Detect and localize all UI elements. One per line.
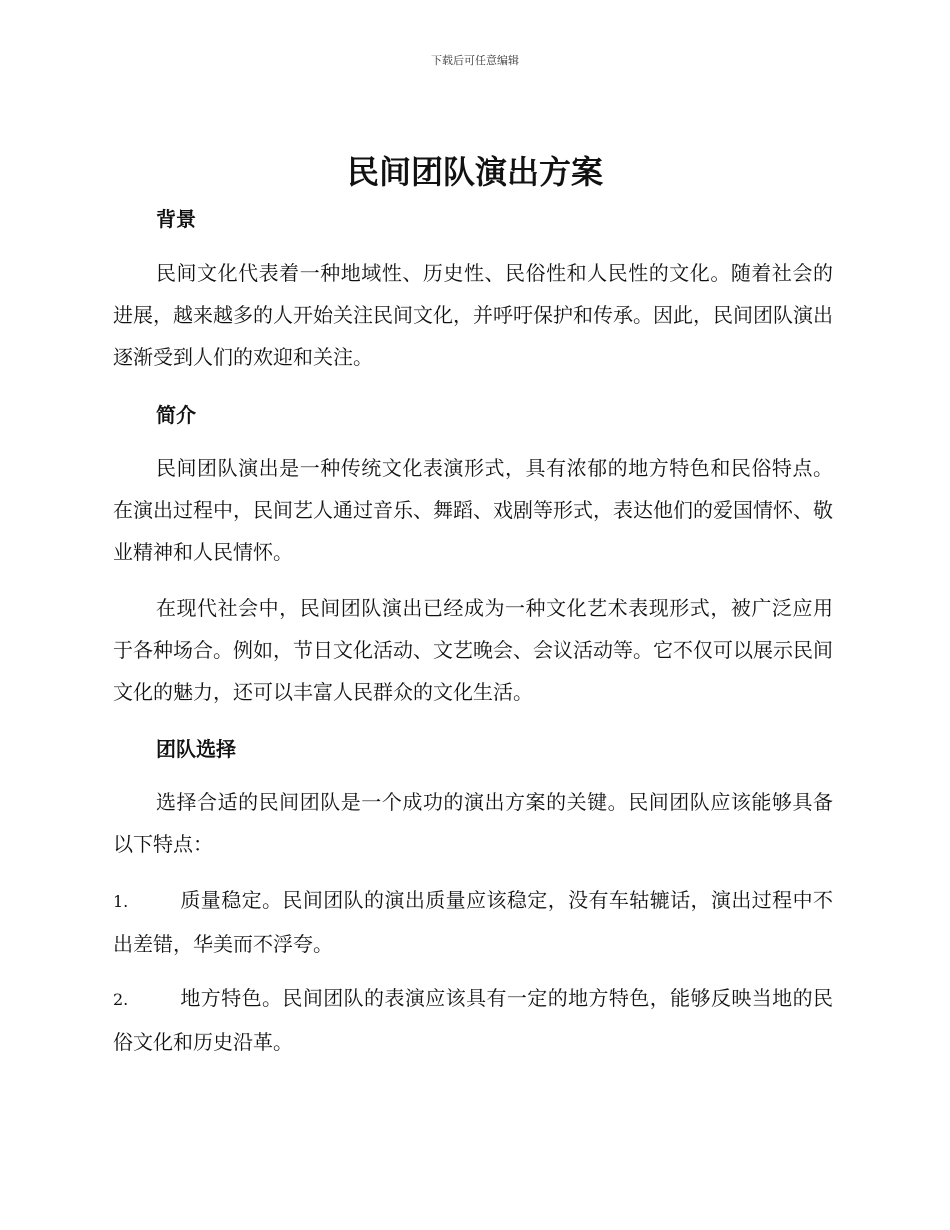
list-item-number: 1. [113, 892, 129, 911]
intro-paragraph-1: 民间团队演出是一种传统文化表演形式，具有浓郁的地方特色和民俗特点。在演出过程中，民间艺人通过音乐、舞蹈、戏剧等形式，表达他们的爱国情怀、敬业精神和人民情怀。 [113, 456, 833, 564]
section-heading-intro: 简介 [156, 403, 196, 427]
section-heading-background: 背景 [156, 207, 196, 231]
team-selection-paragraph: 选择合适的民间团队是一个成功的演出方案的关键。民间团队应该能够具备以下特点： [113, 790, 833, 856]
document-title: 民间团队演出方案 [346, 153, 603, 191]
background-paragraph: 民间文化代表着一种地域性、历史性、民俗性和人民性的文化。随着社会的进展，越来越多的人开始关注民间文化，并呼吁保护和传承。因此，民间团队演出逐渐受到人们的欢迎和关注。 [113, 261, 833, 369]
header-note: 下载后可任意编辑 [431, 54, 519, 67]
list-item-number: 2. [113, 990, 129, 1009]
intro-paragraph-2: 在现代社会中，民间团队演出已经成为一种文化艺术表现形式，被广泛应用于各种场合。例如，节日文化活动、文艺晚会、会议活动等。它不仅可以展示民间文化的魅力，还可以丰富人民群众的文化生活。 [113, 596, 833, 704]
list-item-text: 地方特色。民间团队的表演应该具有一定的地方特色，能够反映当地的民俗文化和历史沿革。 [113, 986, 833, 1054]
section-heading-team-selection: 团队选择 [156, 737, 236, 761]
list-item-text: 质量稳定。民间团队的演出质量应该稳定，没有车轱辘话，演出过程中不出差错，华美而不浮夸。 [113, 888, 833, 956]
list-item [113, 879, 833, 965]
list-item [113, 977, 833, 1063]
